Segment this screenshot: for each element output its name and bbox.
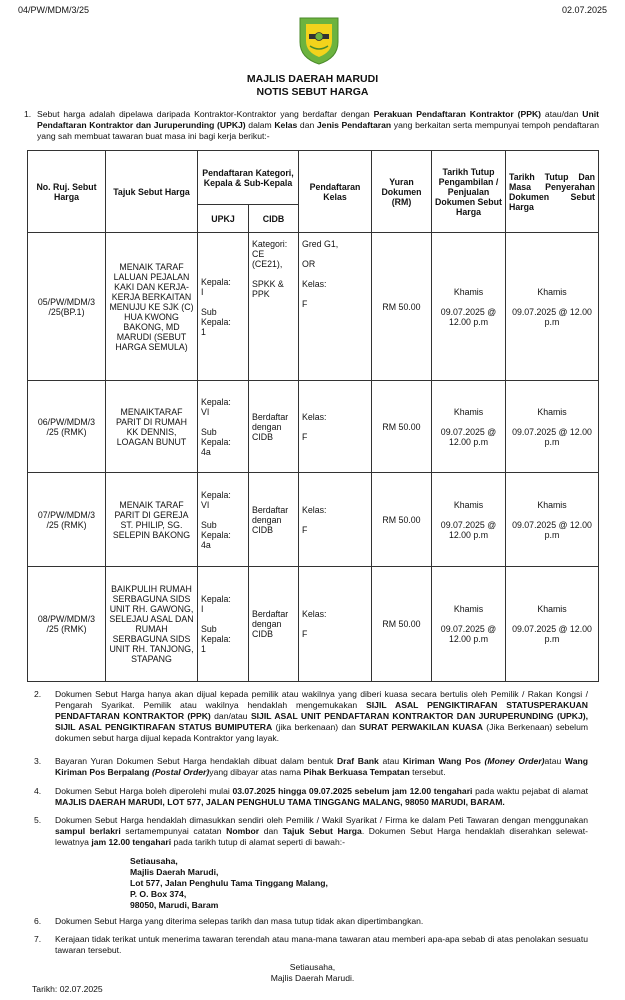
table-row <box>28 233 599 381</box>
closing-line: Setiausaha, <box>289 962 336 972</box>
row-ref: 06/PW/MDM/3 /25 (RMK) <box>28 381 106 473</box>
header-title: Tajuk Sebut Harga <box>106 151 198 233</box>
row-sale-close: Khamis 09.07.2025 @ 12.00 p.m <box>432 233 506 381</box>
row-cidb: Berdaftar dengan CIDB <box>249 473 299 567</box>
submission-address <box>130 856 328 911</box>
council-crest-icon <box>296 14 342 66</box>
table-row <box>28 567 599 682</box>
header-ref-no: No. Ruj. Sebut Harga <box>28 151 106 233</box>
header-submit-close: Tarikh Tutup Dan Masa Penyerahan Dokumen Sebut Harga <box>506 151 599 233</box>
row-fee: RM 50.00 <box>372 473 432 567</box>
row-title: MENAIK TARAF LALUAN PEJALAN KAKI DAN KERJA-KERJA BERKAITAN MENUJU KE SJK (C) HUA KWONG BAKONG, MD MARUDI (SEBUT HARGA SEMULA) <box>106 233 198 381</box>
row-cidb: Kategori: CE (CE21), SPKK & PPK <box>249 233 299 381</box>
paragraph-3: Bayaran Yuran Dokumen Sebut Harga hendaklah dibuat dalam bentuk Draf Bank atau Kiriman Wang Pos (Money Order)atau Wang Kiriman Pos Berpalang (Postal Order)yang dibayar atas nama Pihak Berkuasa Tempatan tersebut. <box>55 756 588 777</box>
paragraph-4: Dokumen Sebut Harga boleh diperolehi mulai 03.07.2025 hingga 09.07.2025 sebelum jam 12.00 tengahari pada waktu pejabat di alamat MAJLIS DAERAH MARUDI, LOT 577, JALAN PENGHULU TAMA TINGGANG MALANG, 98050 MARUDI, BARAM. <box>55 786 588 807</box>
header-cidb: CIDB <box>249 205 299 233</box>
row-sale-close: Khamis 09.07.2025 @ 12.00 p.m <box>432 473 506 567</box>
table-row <box>28 473 599 567</box>
address-line: P. O. Box 374, <box>130 889 187 899</box>
header-fee: Yuran Dokumen (RM) <box>372 151 432 233</box>
table-row <box>28 381 599 473</box>
row-class: Gred G1, OR Kelas: F <box>299 233 372 381</box>
closing-line: Majlis Daerah Marudi. <box>270 973 355 983</box>
address-line: Lot 577, Jalan Penghulu Tama Tinggang Malang, <box>130 878 328 888</box>
paragraph-1: Sebut harga adalah dipelawa daripada Kontraktor-Kontraktor yang berdaftar dengan Perakuan Pendaftaran Kontraktor (PPK) atau/dan Unit Pendaftaran Kontraktor dan Juruperunding (UPKJ) dalam Kelas dan Jenis Pendaftaran yang berkaitan serta mempunyai tempoh pendaftaran yang sah membuat tawaran buat masa ini bagi kerja berikut:- <box>37 109 600 141</box>
row-sale-close: Khamis 09.07.2025 @ 12.00 p.m <box>432 567 506 682</box>
header-registration: Pendaftaran Kategori, Kepala & Sub-Kepala <box>198 151 299 205</box>
row-ref: 05/PW/MDM/3 /25(BP.1) <box>28 233 106 381</box>
row-class: Kelas: F <box>299 567 372 682</box>
row-submit-close: Khamis 09.07.2025 @ 12.00 p.m <box>506 567 599 682</box>
footer-date: Tarikh: 02.07.2025 <box>32 984 103 994</box>
tender-table <box>27 150 599 682</box>
header-class: Pendaftaran Kelas <box>299 151 372 233</box>
para-7-number: 7. <box>34 934 42 944</box>
row-submit-close: Khamis 09.07.2025 @ 12.00 p.m <box>506 473 599 567</box>
row-title: BAIKPULIH RUMAH SERBAGUNA SIDS UNIT RH. GAWONG, SELEJAU ASAL DAN RUMAH SERBAGUNA SIDS UNIT RH. TANJONG, STAPANG <box>106 567 198 682</box>
document-date: 02.07.2025 <box>561 5 607 15</box>
address-line: Setiausaha, <box>130 856 178 866</box>
address-line: Majlis Daerah Marudi, <box>130 867 219 877</box>
notice-title: NOTIS SEBUT HARGA <box>256 86 369 98</box>
paragraph-7: Kerajaan tidak terikat untuk menerima tawaran terendah atau mana-mana tawaran atau memberi apa-apa sebab di atas penolakan sesuatu tawaran tersebut. <box>55 934 588 955</box>
para-6-number: 6. <box>34 916 42 926</box>
paragraph-5: Dokumen Sebut Harga hendaklah dimasukkan sendiri oleh Pemilik / Wakil Syarikat / Firma ke dalam Peti Tawaran dengan menggunakan sampul berlakri sertamempunyai catatan Nombor dan Tajuk Sebut Harga. Dokumen Sebut Harga hendaklah diserahkan selewat-lewatnya jam 12.00 tengahari pada tarikh tutup di alamat seperti di bawah:- <box>55 815 588 847</box>
row-submit-close: Khamis 09.07.2025 @ 12.00 p.m <box>506 233 599 381</box>
row-class: Kelas: F <box>299 381 372 473</box>
row-ref: 07/PW/MDM/3 /25 (RMK) <box>28 473 106 567</box>
row-upkj: Kepala: VI Sub Kepala: 4a <box>198 381 249 473</box>
council-name: MAJLIS DAERAH MARUDI <box>246 73 379 85</box>
row-fee: RM 50.00 <box>372 567 432 682</box>
para-2-number: 2. <box>34 689 42 699</box>
address-line: 98050, Marudi, Baram <box>130 900 219 910</box>
row-upkj: Kepala: I Sub Kepala: 1 <box>198 567 249 682</box>
row-upkj: Kepala: I Sub Kepala: 1 <box>198 233 249 381</box>
row-fee: RM 50.00 <box>372 381 432 473</box>
document-reference: 04/PW/MDM/3/25 <box>18 5 90 15</box>
row-class: Kelas: F <box>299 473 372 567</box>
row-cidb: Berdaftar dengan CIDB <box>249 381 299 473</box>
row-ref: 08/PW/MDM/3 /25 (RMK) <box>28 567 106 682</box>
paragraph-6: Dokumen Sebut Harga yang diterima selepas tarikh dan masa tutup tidak akan dipertimbangkan. <box>55 916 424 926</box>
para-3-number: 3. <box>34 756 42 766</box>
header-sale-close: Tarikh Tutup Pengambilan / Penjualan Dokumen Sebut Harga <box>432 151 506 233</box>
para-5-number: 5. <box>34 815 42 825</box>
closing-signature <box>0 962 625 984</box>
row-fee: RM 50.00 <box>372 233 432 381</box>
para-4-number: 4. <box>34 786 42 796</box>
paragraph-2: Dokumen Sebut Harga hanya akan dijual kepada pemilik atau wakilnya yang diberi kuasa secara bertulis oleh Pemilik / Rakan Kongsi / Pengarah Syarikat. Pemilik atau wakilnya hendaklah mengemukakan SIJIL ASAL PENGIKTIRAFAN STATUSPERAKUAN PENDAFTARAN KONTRAKTOR (PPK) dan/atau SIJIL ASAL UNIT PENDAFTARAN KONTRAKTOR DAN JURUPERUNDING (UPKJ), SIJIL ASAL PENGIKTIRAFAN STATUS BUMIPUTERA (jika berkenaan) dan SURAT PERWAKILAN KUASA (Jika Berkenaan) sebelum dokumen sebut harga dijual kepada Kontraktor yang layak. <box>55 689 589 743</box>
row-submit-close: Khamis 09.07.2025 @ 12.00 p.m <box>506 381 599 473</box>
row-cidb: Berdaftar dengan CIDB <box>249 567 299 682</box>
header-upkj: UPKJ <box>198 205 249 233</box>
row-title: MENAIKTARAF PARIT DI RUMAH KK DENNIS, LOAGAN BUNUT <box>106 381 198 473</box>
para-1-number: 1. <box>24 109 32 119</box>
row-title: MENAIK TARAF PARIT DI GEREJA ST. PHILIP, SG. SELEPIN BAKONG <box>106 473 198 567</box>
row-upkj: Kepala: VI Sub Kepala: 4a <box>198 473 249 567</box>
row-sale-close: Khamis 09.07.2025 @ 12.00 p.m <box>432 381 506 473</box>
